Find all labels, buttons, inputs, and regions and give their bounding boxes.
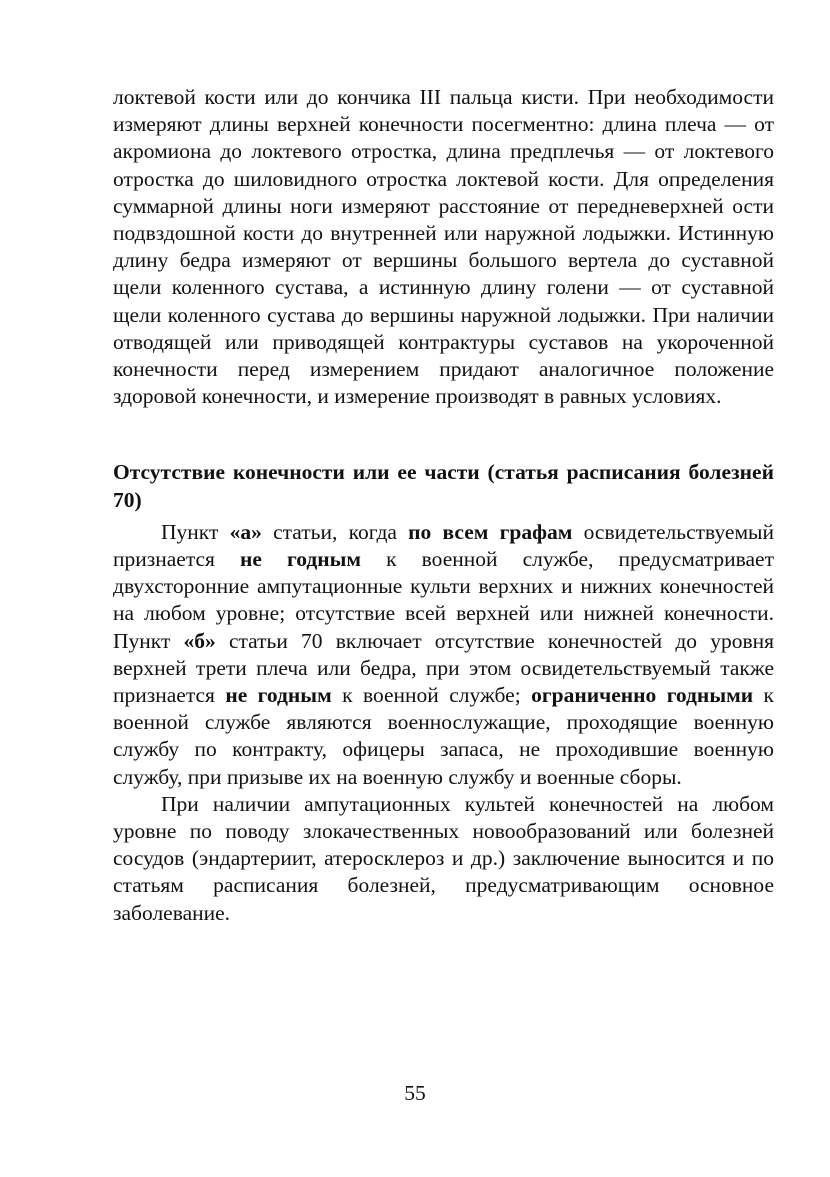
page-body bbox=[113, 84, 774, 927]
text-run: к военной службе являются военнослужащие, проходящие военную службу по контракту, офицеры запаса, не проходившие военную службу, при призыве их на военную службу и военные сборы. bbox=[113, 683, 775, 789]
section-heading: Отсутствие конечности или ее части (статья расписания болезней 70) bbox=[113, 460, 774, 512]
bold-run: не годным bbox=[240, 547, 362, 572]
text-run: к военной службе, предусматривает двухсторонние ампутационные культи верхних и нижних конечностей на любом уровне; отсутствие всей верхней или нижней конечности. Пункт bbox=[113, 547, 774, 653]
page-number: 55 bbox=[404, 1081, 426, 1105]
bold-run: «б» bbox=[183, 628, 216, 653]
bold-run: ограниченно годными bbox=[531, 683, 754, 708]
paragraph-amputation-stumps: При наличии ампутационных культей конечностей на любом уровне по поводу злокачественных новообразований или болезней сосудов (эндартериит, атеросклероз и др.) заключение выносится и по статьям расписания болезней, предусматривающим основное заболевание. bbox=[113, 791, 774, 925]
paragraph-article-70 bbox=[113, 519, 774, 791]
bold-run: не годным bbox=[225, 683, 332, 708]
bold-run: «а» bbox=[229, 519, 262, 544]
text-run: к военной службе; bbox=[331, 683, 532, 708]
text-run: статьи 70 включает отсутствие конечностей до уровня верхней трети плеча или бедра, при этом освидетельствуемый также признается bbox=[113, 628, 774, 708]
bold-run: по всем графам bbox=[408, 519, 573, 544]
paragraph-measurement: локтевой кости или до кончика III пальца кисти. При необходимости измеряют длины верхней конечности посегментно: длина плеча — от акромиона до локтевого отростка, длина предплечья — от локтевого отростка до шиловидного отростка локтевой кости. Для определения суммарной длины ноги измеряют расстояние от передневерхней ости подвздошной кости до внутренней или наружной лодыжки. Истинную длину бедра измеряют от вершины большого вертела до суставной щели коленного сустава, а истинную длину голени — от суставной щели коленного сустава до вершины наружной лодыжки. При наличии отводящей или приводящей контрактуры суставов на укороченной конечности перед измерением придают аналогичное положение здоровой конечности, и измерение производят в равных условиях. bbox=[113, 85, 774, 409]
text-run: освидетельствуемый признается bbox=[113, 519, 775, 572]
text-run: Пункт bbox=[161, 519, 230, 544]
text-run: статьи, когда bbox=[261, 519, 409, 544]
